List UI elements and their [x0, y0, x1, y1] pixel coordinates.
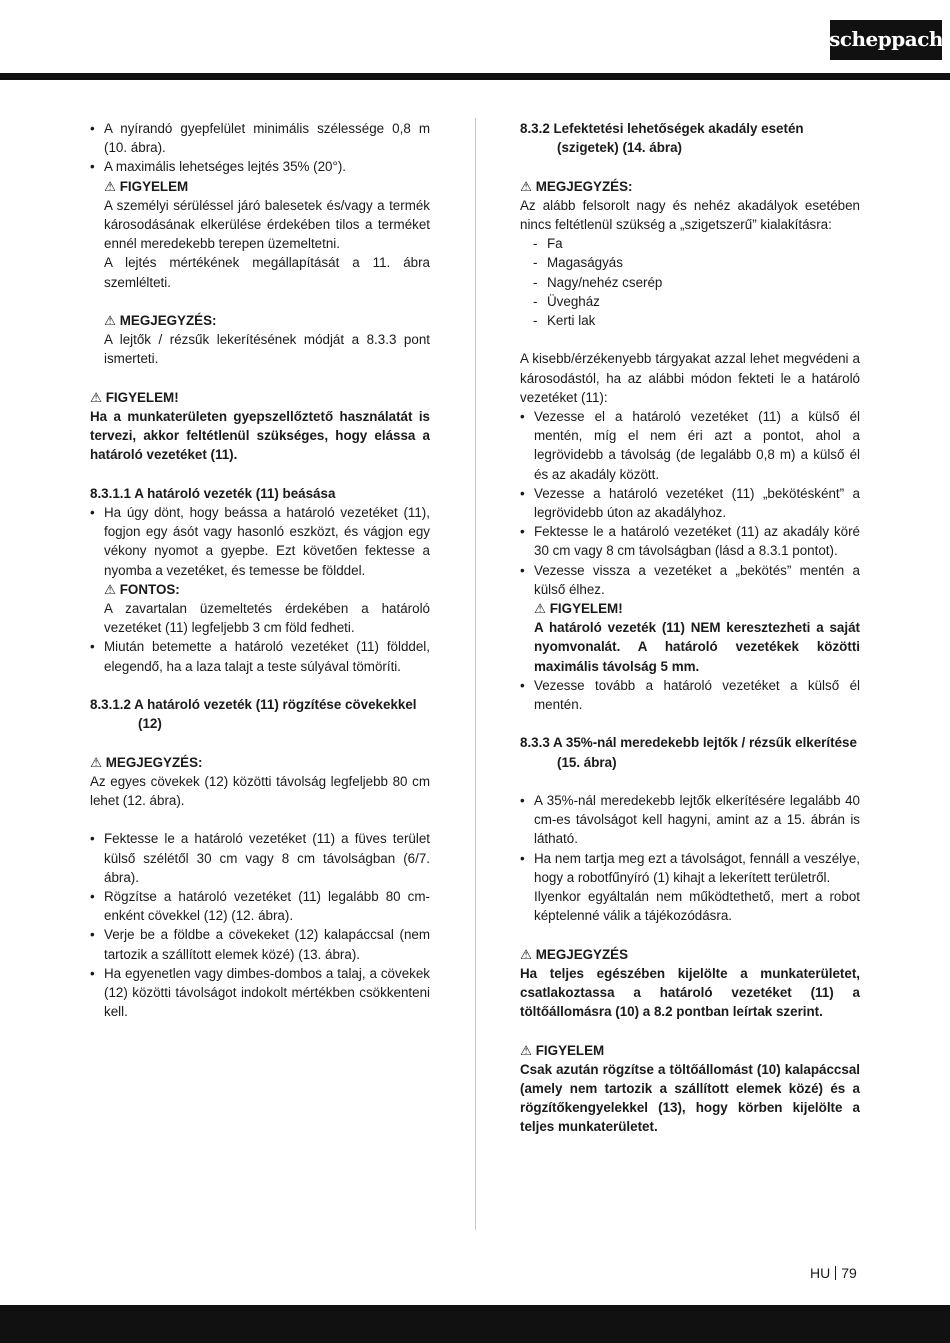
list-item: • Vezesse tovább a határoló vezetéket a külső él mentén. — [520, 676, 860, 714]
warning-heading: ⚠ FIGYELEM — [104, 178, 189, 194]
paragraph: A kisebb/érzékenyebb tárgyakat azzal lehet megvédeni a károsodástól, ha az alábbi módon fekteti le a határoló vezetéket (11): — [520, 351, 860, 405]
list-item: • Verje be a földbe a cövekeket (12) kalapáccsal (nem tartozik a szállított elemek közé) (13. ábra). — [90, 925, 430, 963]
right-column — [520, 119, 860, 1137]
list-item: • Miután betemette a határoló vezetéket (11) földdel, elegendő, ha a laza talajt a teste súlyával tömöríti. — [90, 637, 430, 675]
list-item: • Vezesse el a határoló vezetéket (11) a külső él mentén, míg el nem éri azt a pontot, ahol a legrövidebb a távolság (de legalább 0,8 m) a külső él és az akadály között. — [520, 407, 860, 484]
list-item: • A nyírandó gyepfelület minimális szélessége 0,8 m (10. ábra). — [90, 119, 430, 157]
warning-heading: ⚠ FIGYELEM — [520, 1042, 605, 1058]
list-item: • Ha úgy dönt, hogy beássa a határoló vezetéket (11), fogjon egy ásót vagy hasonló eszközt, és vágjon egy vékony nyomot a gyepbe. Ezt követően fektesse a nyomba a vezetéket, és temesse be földdel. — [90, 503, 430, 580]
section-heading: 8.3.3 A 35%-nál meredekebb lejtők / rézsűk elkerítése (15. ábra) — [520, 735, 857, 770]
footer-bar — [0, 1305, 950, 1343]
list-item: • A maximális lehetséges lejtés 35% (20°). — [90, 157, 430, 176]
note-text: A lejtők / rézsűk lekerítésének módját a 8.3.3 pont ismerteti. — [104, 332, 430, 367]
warning-text: A lejtés mértékének megállapítását a 11. ábra szemlélteti. — [104, 255, 430, 290]
list-item: • Fektesse le a határoló vezetéket (11) az akadály köré 30 cm vagy 8 cm távolságban (lásd a 8.3.1 pontot). — [520, 522, 860, 560]
section-heading: 8.3.2 Lefektetési lehetőségek akadály esetén (szigetek) (14. ábra) — [520, 121, 804, 156]
left-column — [90, 119, 430, 1021]
list-item: - Nagy/nehéz cserép — [520, 273, 860, 292]
list-item: • A 35%-nál meredekebb lejtők elkerítésére legalább 40 cm-es távolságot kell hagyni, amint az a 15. ábrán is látható. — [520, 791, 860, 849]
list-item: • Fektesse le a határoló vezetéket (11) a füves terület külső szélétől 30 cm vagy 8 cm távolságban (6/7. ábra). — [90, 829, 430, 887]
note-heading: ⚠ MEGJEGYZÉS: — [520, 178, 633, 194]
warning-icon: ⚠ — [520, 1042, 533, 1058]
warning-icon: ⚠ — [90, 754, 103, 770]
list-item: - Üvegház — [520, 292, 860, 311]
warning-icon: ⚠ — [520, 946, 533, 962]
warning-text: Ha a munkaterületen gyepszellőztető használatát is tervezi, akkor feltétlenül szükséges, hogy elássa a határoló vezetéket (11). — [90, 409, 430, 463]
note-heading: ⚠ MEGJEGYZÉS: — [104, 313, 217, 329]
warning-text: A határoló vezeték (11) NEM keresztezheti a saját nyomvonalát. A határoló vezetékek közötti maximális távolság 5 mm. — [534, 620, 860, 674]
section-heading: 8.3.1.1 A határoló vezeték (11) beásása — [90, 485, 336, 501]
list-item: • Vezesse vissza a vezetéket a „bekötés” mentén a külső élhez. — [520, 561, 860, 599]
warning-icon: ⚠ — [104, 313, 117, 329]
list-item: • Ha egyenetlen vagy dimbes-dombos a talaj, a cövekek (12) közötti távolságot indokolt mértékben csökkenteni kell. — [90, 964, 430, 1022]
note-text: Az alább felsorolt nagy és nehéz akadályok esetében nincs feltétlenül szükség a „szigetszerű” kialakításra: — [520, 197, 860, 232]
warning-heading: ⚠ FIGYELEM! — [534, 601, 623, 617]
list-item-continuation: Ilyenkor egyáltalán nem működtethető, mert a robot képtelenné válik a tájékozódásra. — [534, 889, 860, 924]
important-heading: ⚠ FONTOS: — [104, 581, 180, 597]
warning-text: Csak azután rögzítse a töltőállomást (10) kalapáccsal (amely nem tartozik a szállított elemek közé) és a rögzítőkengyelekkel (13), hogy körben kijelölte a teljes munkaterületet. — [520, 1061, 860, 1135]
list-item: - Kerti lak — [520, 311, 860, 330]
note-text: Ha teljes egészében kijelölte a munkaterületet, csatlakoztassa a határoló vezetéket (11) a töltőállomásra (10) a 8.2 pontban leírtak szerint. — [520, 965, 860, 1020]
list-item: • Rögzítse a határoló vezetéket (11) legalább 80 cm-enként cövekkel (12) (12. ábra). — [90, 887, 430, 925]
scheppach-logo: scheppach — [830, 20, 942, 60]
list-item: • Ha nem tartja meg ezt a távolságot, fennáll a veszélye, hogy a robotfűnyíró (1) kihajt a lekerített területről. — [520, 849, 860, 887]
header-rule — [0, 73, 950, 80]
warning-icon: ⚠ — [520, 178, 533, 194]
page-number: HU 79 — [810, 1265, 857, 1281]
section-heading: 8.3.1.2 A határoló vezeték (11) rögzítése cövekekkel (12) — [90, 697, 417, 732]
warning-icon: ⚠ — [534, 601, 547, 617]
list-item: - Fa — [520, 234, 860, 253]
warning-heading: ⚠ FIGYELEM! — [90, 389, 179, 405]
warning-icon: ⚠ — [104, 178, 117, 194]
warning-icon: ⚠ — [104, 581, 117, 597]
important-text: A zavartalan üzemeltetés érdekében a határoló vezetéket (11) legfeljebb 3 cm föld fedheti. — [104, 601, 430, 636]
list-item: - Magaságyás — [520, 253, 860, 272]
column-divider — [475, 118, 476, 1230]
note-heading: ⚠ MEGJEGYZÉS — [520, 946, 629, 962]
note-text: Az egyes cövekek (12) közötti távolság legfeljebb 80 cm lehet (12. ábra). — [90, 773, 430, 809]
warning-icon: ⚠ — [90, 389, 103, 405]
warning-text: A személyi sérüléssel járó balesetek és/vagy a termék károsodásának elkerülése érdekében tilos a terméket ennél meredekebb terepen üzemeltetni. — [104, 197, 430, 252]
list-item: • Vezesse a határoló vezetéket (11) „bekötésként” a legrövidebb úton az akadályhoz. — [520, 484, 860, 522]
note-heading: ⚠ MEGJEGYZÉS: — [90, 754, 203, 770]
